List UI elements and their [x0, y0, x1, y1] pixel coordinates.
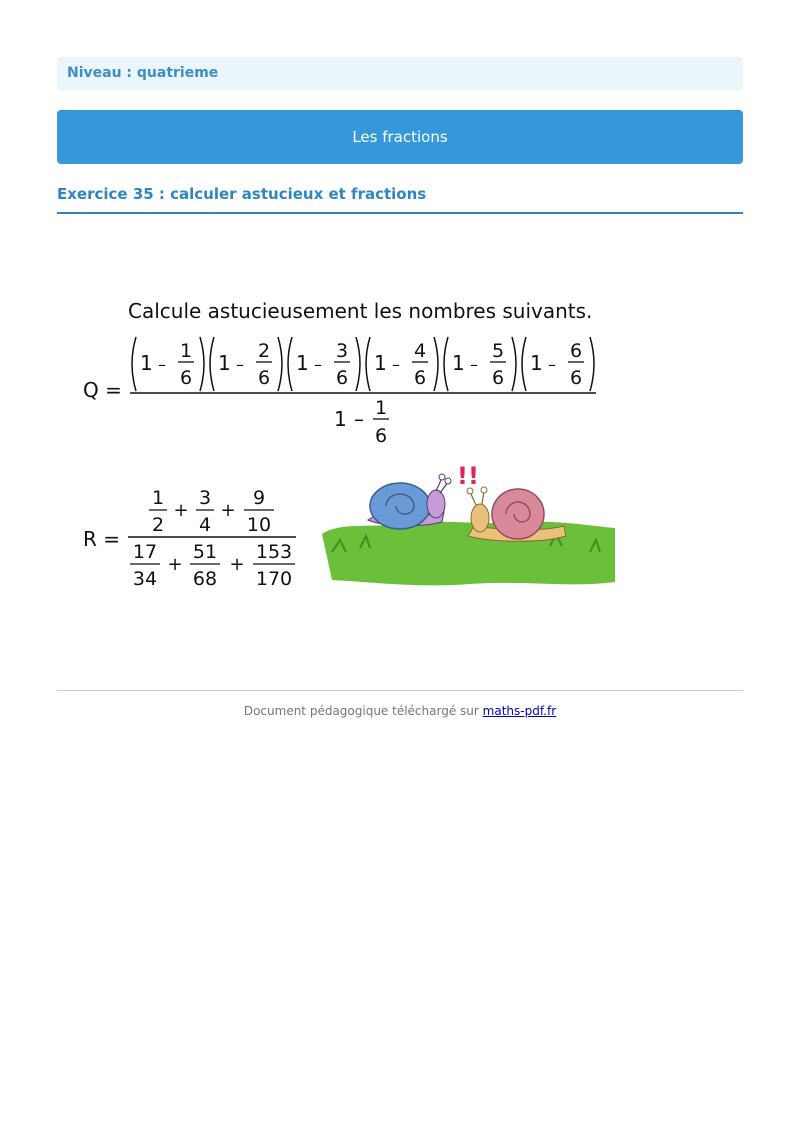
r-frac-den: 68 [192, 568, 218, 590]
q-factor-num: 2 [257, 340, 271, 362]
q-factor-num: 1 [179, 340, 193, 362]
q-factor-den: 6 [257, 367, 271, 389]
q-numerator [132, 337, 594, 391]
r-frac-num: 51 [192, 541, 218, 563]
right-paren [356, 337, 360, 391]
left-paren [210, 337, 214, 391]
q-factor-num: 6 [569, 340, 583, 362]
q-factor-den: 6 [179, 367, 193, 389]
right-paren [200, 337, 204, 391]
exercise-math [70, 290, 630, 600]
q-den-one: 1 [334, 407, 347, 431]
pink-snail-icon [467, 487, 566, 541]
exercise-content [70, 290, 630, 604]
r-frac-num: 3 [198, 487, 212, 509]
q-factor-minus: – [158, 355, 166, 374]
footer [57, 704, 743, 718]
q-factor-minus: – [392, 355, 400, 374]
r-frac-num: 9 [252, 487, 266, 509]
r-frac-den: 4 [198, 514, 212, 536]
left-paren [444, 337, 448, 391]
plus-sign: + [173, 500, 189, 521]
q-factor-one: 1 [218, 351, 231, 375]
q-factor-num: 4 [413, 340, 427, 362]
q-den-den: 6 [374, 425, 388, 447]
exclamation-icon: !! [457, 462, 479, 490]
q-factor-num: 5 [491, 340, 505, 362]
footer-text: Document pédagogique téléchargé sur [243, 704, 479, 718]
plus-sign: + [220, 500, 236, 521]
right-paren [278, 337, 282, 391]
q-factor-minus: – [236, 355, 244, 374]
q-factor-minus: – [314, 355, 322, 374]
exercise-instruction: Calcule astucieusement les nombres suivants. [128, 299, 593, 323]
r-frac-num: 153 [255, 541, 293, 563]
blue-snail-icon [368, 474, 451, 529]
q-denominator [334, 397, 389, 447]
r-frac-num: 1 [151, 487, 165, 509]
q-factor-den: 6 [413, 367, 427, 389]
level-label: Niveau : quatrieme [57, 57, 743, 90]
footer-divider [57, 690, 743, 691]
q-factor-one: 1 [374, 351, 387, 375]
chapter-banner: Les fractions [57, 110, 743, 164]
plus-sign: + [167, 554, 183, 575]
q-factor-den: 6 [569, 367, 583, 389]
r-frac-den: 10 [246, 514, 272, 536]
q-factor-minus: – [548, 355, 556, 374]
plus-sign: + [229, 554, 245, 575]
grass-icon [322, 522, 615, 586]
q-factor-one: 1 [296, 351, 309, 375]
q-label: Q = [83, 378, 122, 402]
q-factor-num: 3 [335, 340, 349, 362]
left-paren [132, 337, 136, 391]
q-den-minus: – [354, 407, 364, 431]
q-factor-one: 1 [530, 351, 543, 375]
q-factor-den: 6 [335, 367, 349, 389]
snails-illustration [322, 462, 615, 585]
r-frac-den: 2 [151, 514, 165, 536]
exercise-title: Exercice 35 : calculer astucieux et fractions [57, 185, 743, 214]
q-factor-minus: – [470, 355, 478, 374]
right-paren [512, 337, 516, 391]
r-numerator [149, 487, 274, 536]
right-paren [590, 337, 594, 391]
r-frac-num: 17 [132, 541, 158, 563]
q-factor-den: 6 [491, 367, 505, 389]
r-denominator [130, 541, 295, 590]
left-paren [366, 337, 370, 391]
r-frac-den: 170 [255, 568, 293, 590]
r-frac-den: 34 [132, 568, 158, 590]
q-factor-one: 1 [140, 351, 153, 375]
q-factor-one: 1 [452, 351, 465, 375]
footer-link[interactable]: maths-pdf.fr [482, 704, 557, 718]
r-label: R = [83, 527, 121, 551]
right-paren [434, 337, 438, 391]
q-den-num: 1 [374, 397, 388, 419]
left-paren [288, 337, 292, 391]
left-paren [522, 337, 526, 391]
